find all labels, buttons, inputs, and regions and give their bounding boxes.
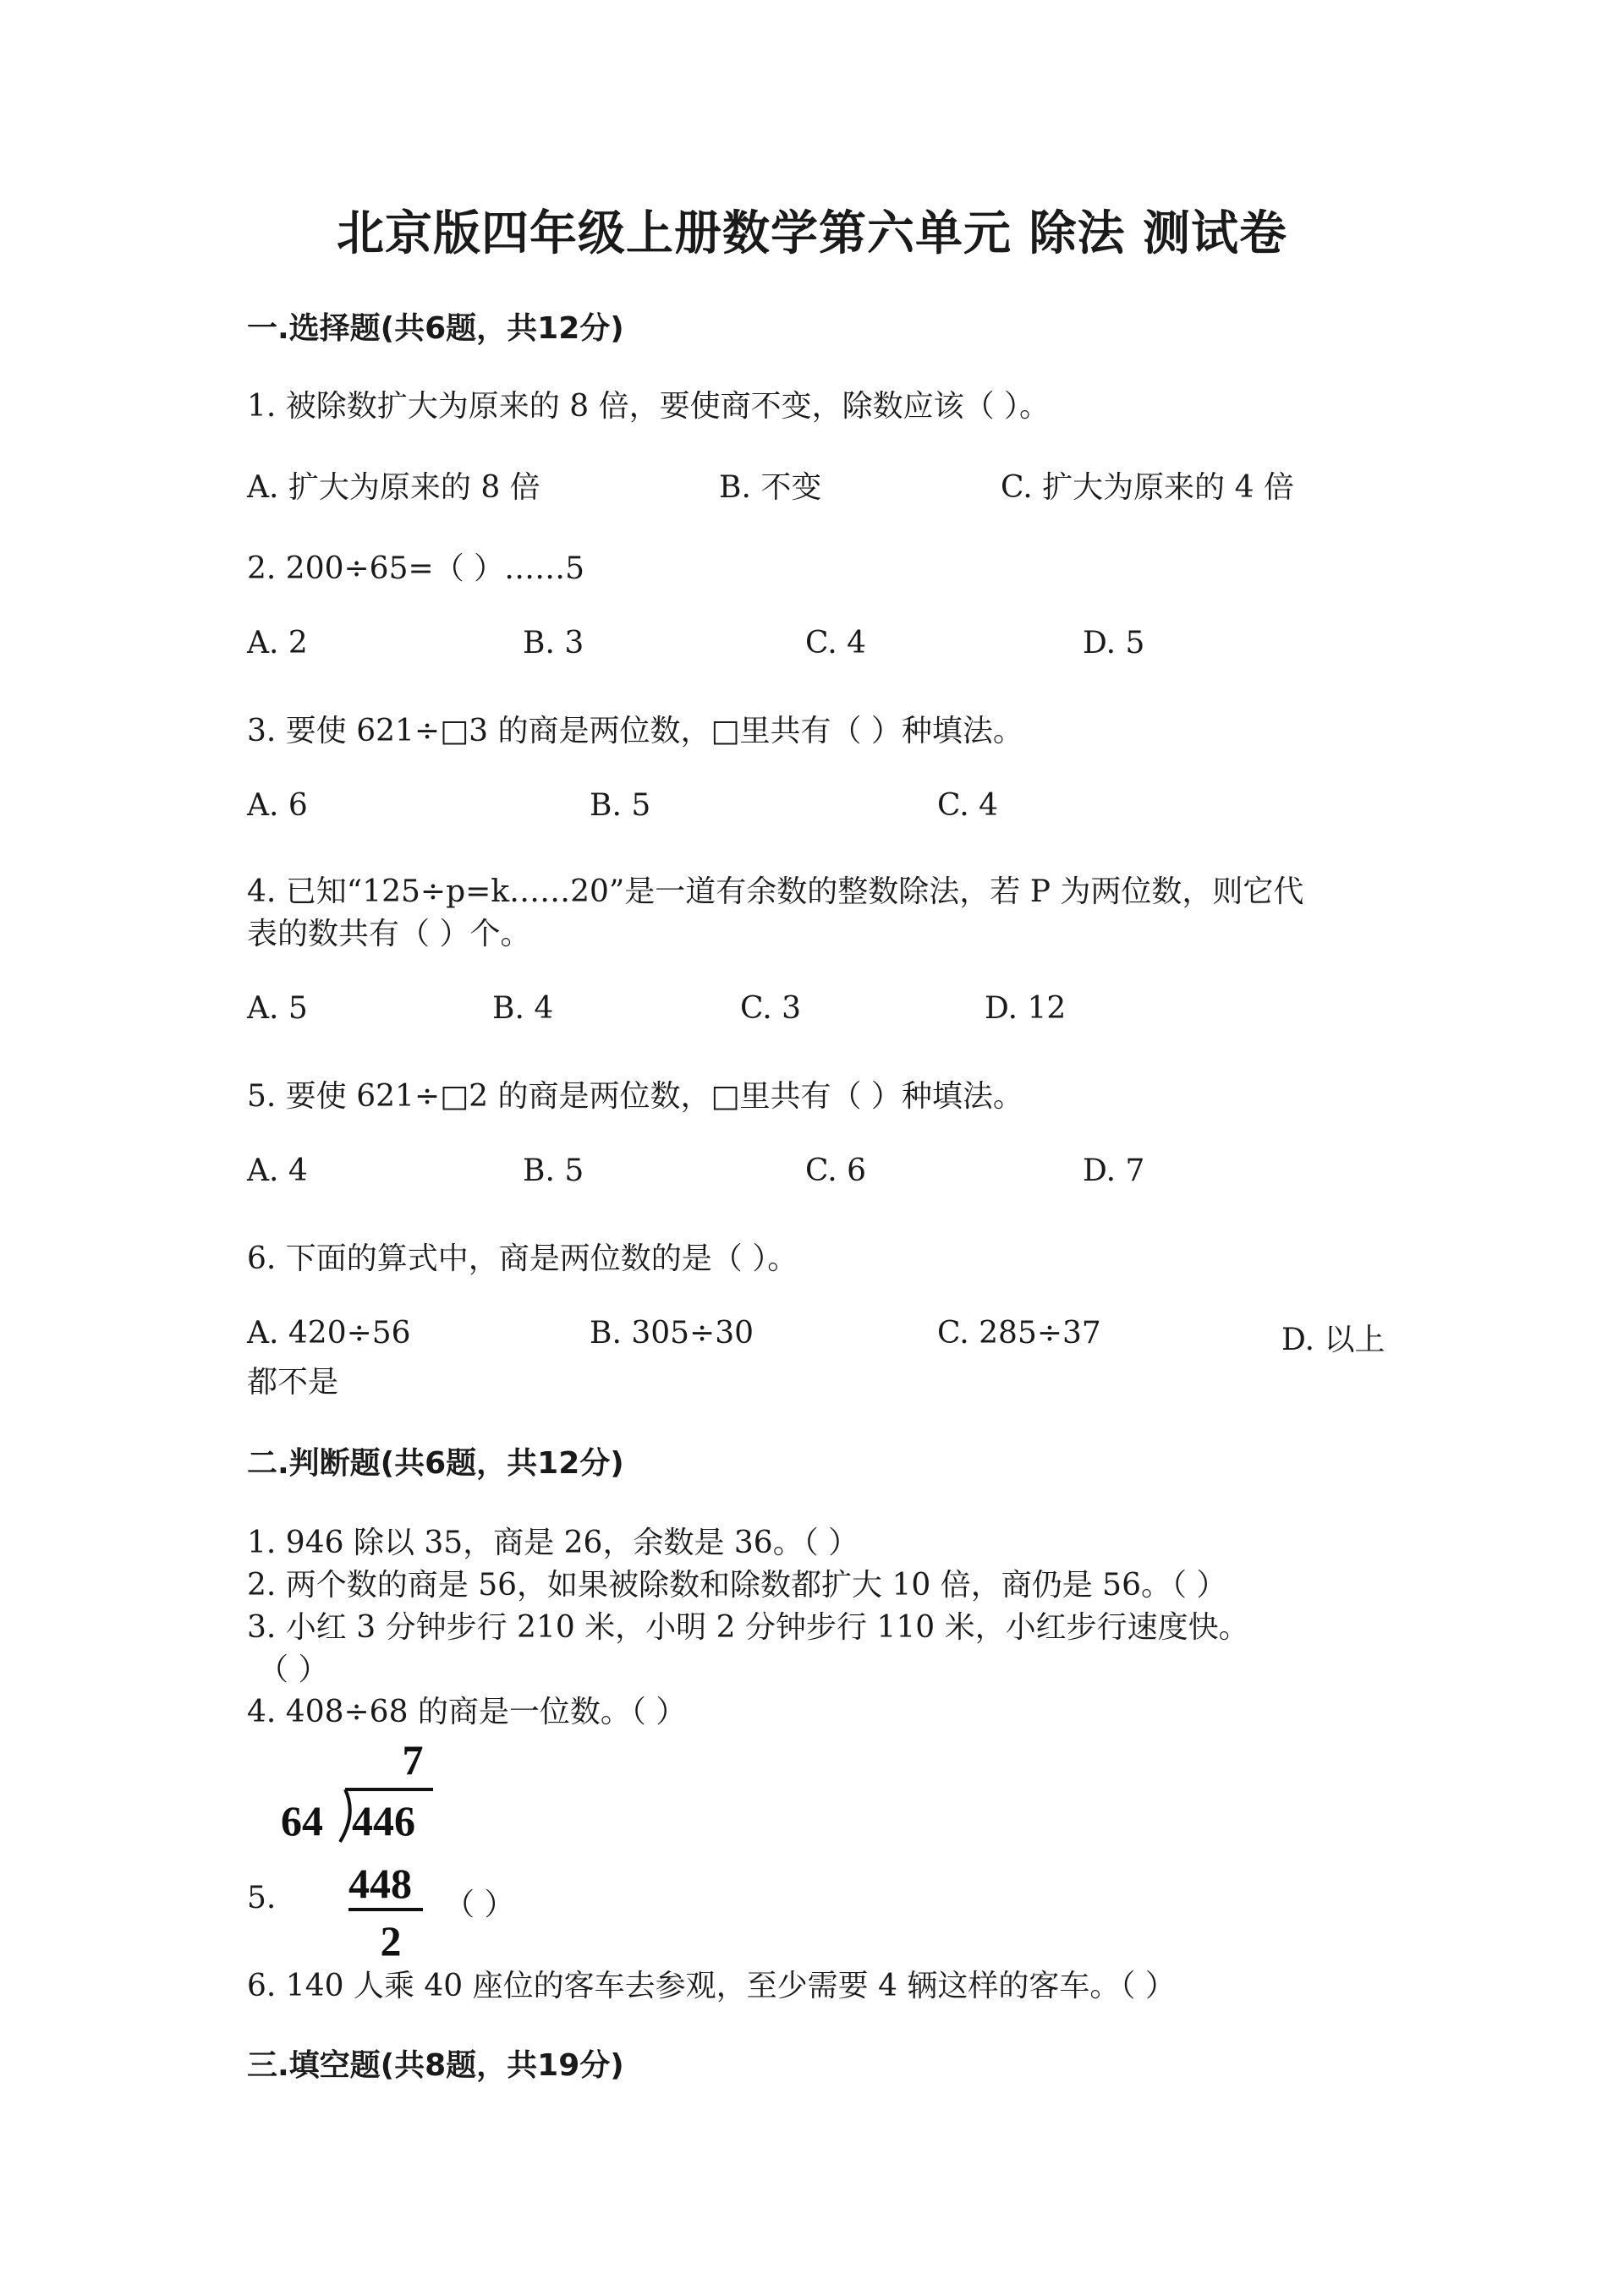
q5-option-b: B. 5 [523,1153,584,1188]
division-remainder: 2 [380,1917,402,1962]
q1-option-b: B. 不变 [719,470,822,505]
division-product: 448 [348,1860,412,1907]
q1-option-a: A. 扩大为原来的 8 倍 [247,470,540,505]
section-heading-judgement: 二.判断题(共6题，共12分) [247,1446,624,1481]
q4-option-b: B. 4 [492,991,554,1026]
question-4-line-2: 表的数共有（ ）个。 [247,917,531,951]
long-division-figure [279,1734,448,1962]
q4-option-c: C. 3 [740,991,802,1026]
question-3: 3. 要使 621÷□3 的商是两位数，□里共有（ ）种填法。 [247,714,1023,748]
q5-option-c: C. 6 [805,1153,867,1188]
section-heading-choice: 一.选择题(共6题，共12分) [247,311,624,346]
q6-option-a: A. 420÷56 [247,1316,411,1351]
q6-option-c: C. 285÷37 [937,1316,1101,1351]
question-6: 6. 下面的算式中，商是两位数的是（ ）。 [247,1241,798,1276]
question-1: 1. 被除数扩大为原来的 8 倍，要使商不变，除数应该（ ）。 [247,389,1051,424]
division-divisor: 64 [281,1797,323,1844]
judgement-item-3-blank: （ ） [258,1652,329,1687]
judgement-item-3: 3. 小红 3 分钟步行 210 米，小明 2 分钟步行 110 米，小红步行速度快。 [247,1610,1249,1645]
question-2: 2. 200÷65=（ ）……5 [247,551,584,586]
question-5: 5. 要使 621÷□2 的商是两位数，□里共有（ ）种填法。 [247,1079,1023,1114]
q3-option-c: C. 4 [937,788,999,823]
division-bracket [340,1789,350,1842]
q6-option-d: D. 以上 [1281,1323,1385,1357]
q6-option-d-wrap: 都不是 [247,1365,339,1400]
q5-option-a: A. 4 [247,1153,308,1188]
q2-option-b: B. 3 [523,626,584,660]
judgement-item-5-blank: （ ） [444,1888,515,1922]
q2-option-d: D. 5 [1083,626,1145,660]
page-title: 北京版四年级上册数学第六单元 除法 测试卷 [337,206,1287,261]
judgement-item-5-label: 5. [247,1881,277,1915]
division-quotient: 7 [402,1736,424,1784]
section-heading-fill-blank: 三.填空题(共8题，共19分) [247,2048,624,2083]
q2-option-a: A. 2 [247,626,308,660]
judgement-item-4: 4. 408÷68 的商是一位数。（ ） [247,1695,687,1729]
q2-option-c: C. 4 [805,626,867,660]
question-4-line-1: 4. 已知“125÷p=k……20”是一道有余数的整数除法，若 P 为两位数，则它代 [247,874,1304,909]
q3-option-a: A. 6 [247,788,308,823]
q4-option-d: D. 12 [985,991,1067,1026]
judgement-item-6: 6. 140 人乘 40 座位的客车去参观，至少需要 4 辆这样的客车。（ ） [247,1969,1176,2003]
judgement-item-2: 2. 两个数的商是 56，如果被除数和除数都扩大 10 倍，商仍是 56。（ ） [247,1568,1227,1603]
q3-option-b: B. 5 [590,788,651,823]
q1-option-c: C. 扩大为原来的 4 倍 [1001,470,1294,505]
q5-option-d: D. 7 [1083,1153,1145,1188]
division-dividend: 446 [352,1797,415,1844]
q4-option-a: A. 5 [247,991,308,1026]
judgement-item-1: 1. 946 除以 35，商是 26，余数是 36。（ ） [247,1526,859,1560]
q6-option-b: B. 305÷30 [590,1316,754,1351]
